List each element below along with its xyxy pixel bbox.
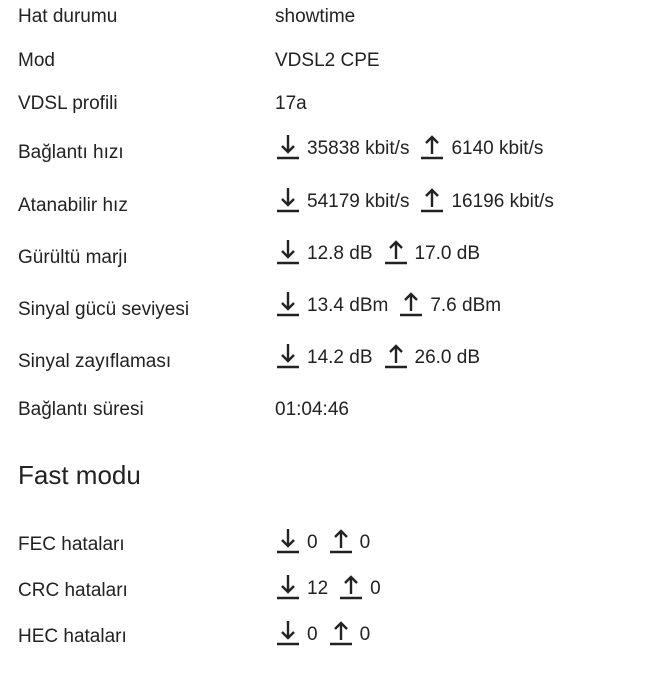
fec-errors-up: 0 [359,532,371,553]
connection-speed-label: Bağlantı hızı [18,142,124,163]
hec-errors-up: 0 [359,624,371,645]
upload-arrow-icon [419,132,445,160]
signal-attenuation-label: Sinyal zayıflaması [18,351,172,372]
noise-margin-up: 17.0 dB [414,243,480,264]
download-arrow-icon [275,341,301,369]
hec-errors-down: 0 [307,624,318,645]
status-row-vdsl-profile [0,93,646,133]
status-row-mode [0,50,646,90]
fec-errors-down: 0 [307,532,318,553]
rate-row-connection-speed [0,138,646,182]
rate-row-attainable-speed [0,191,646,235]
crc-errors-label: CRC hataları [18,580,128,601]
upload-arrow-icon [328,618,354,646]
signal-power-down: 13.4 dBm [307,295,389,316]
error-row-hec [0,626,646,666]
attainable-speed-up: 16196 kbit/s [451,191,554,212]
download-arrow-icon [275,526,301,554]
hec-errors-value [275,618,380,646]
download-arrow-icon [275,572,301,600]
mode-label: Mod [18,50,55,71]
rate-row-signal-attenuation [0,347,646,391]
download-arrow-icon [275,237,301,265]
upload-arrow-icon [328,526,354,554]
download-arrow-icon [275,185,301,213]
rate-row-signal-power [0,295,646,339]
fast-mode-heading: Fast modu [18,460,141,490]
fec-errors-label: FEC hataları [18,534,125,555]
upload-arrow-icon [383,341,409,369]
hec-errors-label: HEC hataları [18,626,127,647]
crc-errors-up: 0 [370,578,381,599]
connection-duration-label: Bağlantı süresi [18,399,144,420]
download-arrow-icon [275,618,301,646]
error-row-crc [0,580,646,620]
connection-duration-value: 01:04:46 [275,399,349,420]
signal-attenuation-down: 14.2 dB [307,347,373,368]
line-status-label: Hat durumu [18,6,118,27]
upload-arrow-icon [383,237,409,265]
signal-power-up: 7.6 dBm [430,295,502,316]
upload-arrow-icon [338,572,364,600]
attainable-speed-value [275,185,564,213]
connection-speed-up: 6140 kbit/s [451,138,544,159]
noise-margin-down: 12.8 dB [307,243,373,264]
attainable-speed-label: Atanabilir hız [18,195,128,216]
status-row-line-status [0,6,646,46]
crc-errors-value [275,572,391,600]
connection-speed-value [275,132,553,160]
line-status-value: showtime [275,6,356,27]
vdsl-profile-label: VDSL profili [18,93,118,114]
connection-speed-down: 35838 kbit/s [307,138,410,159]
noise-margin-label: Gürültü marjı [18,247,128,268]
signal-attenuation-up: 26.0 dB [414,347,480,368]
error-row-fec [0,534,646,574]
mode-value: VDSL2 CPE [275,50,380,71]
crc-errors-down: 12 [307,578,329,599]
vdsl-profile-value: 17a [275,93,307,114]
status-row-connection-duration [0,399,646,439]
rate-row-noise-margin [0,243,646,287]
fec-errors-value [275,526,380,554]
signal-power-value [275,289,511,317]
upload-arrow-icon [419,185,445,213]
attainable-speed-down: 54179 kbit/s [307,191,410,212]
download-arrow-icon [275,132,301,160]
noise-margin-value [275,237,490,265]
signal-attenuation-value [275,341,490,369]
signal-power-label: Sinyal gücü seviyesi [18,299,190,320]
upload-arrow-icon [398,289,424,317]
download-arrow-icon [275,289,301,317]
